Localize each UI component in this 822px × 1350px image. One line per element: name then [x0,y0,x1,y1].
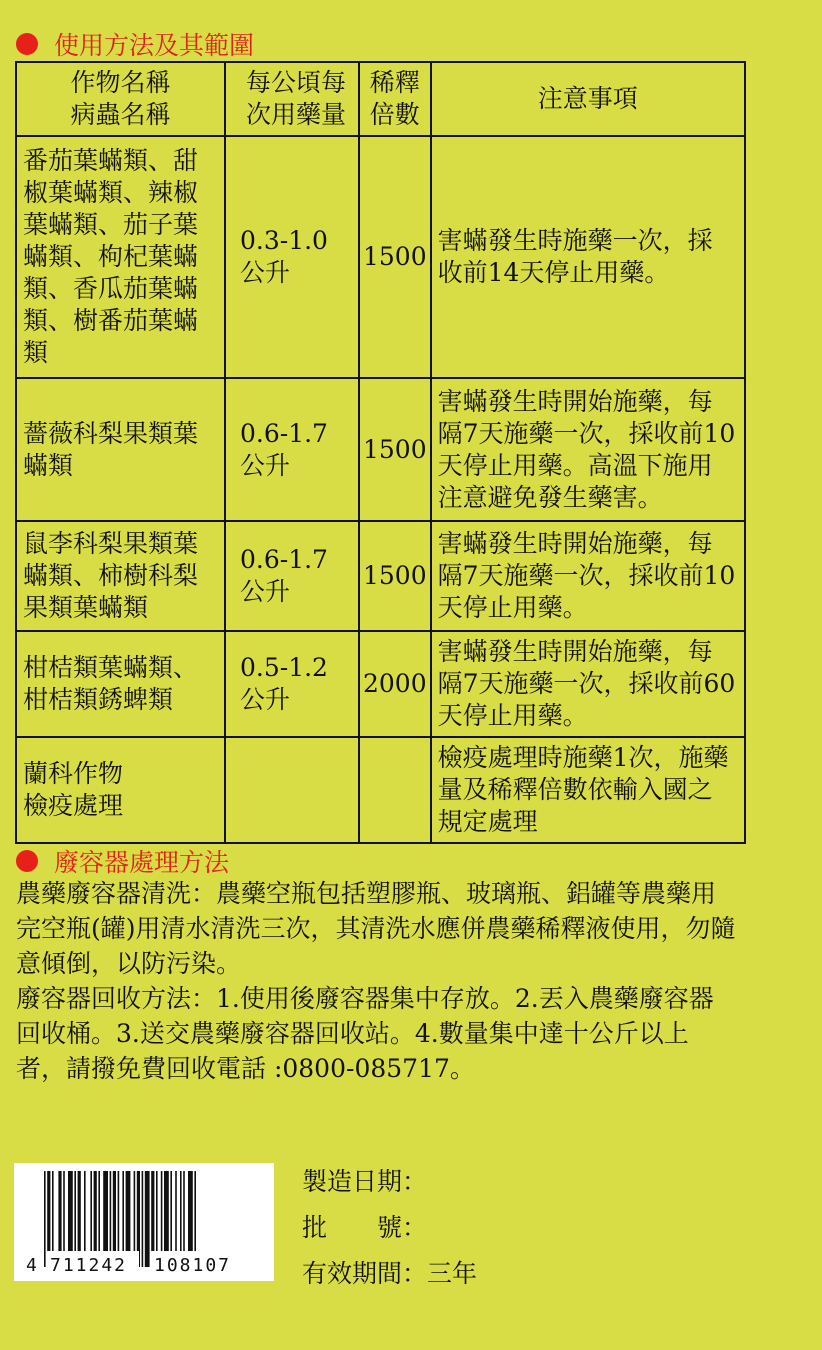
barcode-bar [44,1171,46,1267]
header-notes: 注意事項 [431,62,745,136]
table-row [16,631,745,737]
barcode-digits-left: 711242 [50,1255,128,1276]
table-header-row [16,62,745,136]
dilution-cell [359,737,431,843]
red-dot-icon [16,850,38,872]
usage-section-title [16,26,254,62]
notes-cell: 檢疫處理時施藥1次，施藥 量及稀釋倍數依輸入國之 規定處理 [431,737,745,843]
header-crop: 作物名稱 病蟲名稱 [16,62,225,136]
usage-title-text: 使用方法及其範圍 [54,31,255,60]
usage-table [15,61,746,844]
dilution-cell: 1500 [359,378,431,521]
table-row [16,521,745,631]
barcode-image [14,1163,274,1281]
barcode-bar [145,1171,150,1267]
crop-cell: 鼠李科梨果類葉 蟎類、柿樹科梨 果類葉蟎類 [16,521,225,631]
notes-cell: 害蟎發生時開始施藥，每 隔7天施藥一次，採收前60 天停止用藥。 [431,631,745,737]
header-dosage: 每公頃每 次用藥量 [225,62,359,136]
crop-cell: 蘭科作物 檢疫處理 [16,737,225,843]
dilution-cell: 2000 [359,631,431,737]
dosage-cell: 0.5-1.2 公升 [225,631,359,737]
disposal-title-text: 廢容器處理方法 [54,848,230,877]
dosage-cell [225,737,359,843]
red-dot-icon [16,33,38,55]
crop-cell: 番茄葉蟎類、甜 椒葉蟎類、辣椒 葉蟎類、茄子葉 蟎類、枸杞葉蟎 類、香瓜茄葉蟎 類、樹番茄葉蟎 類 [16,136,225,378]
notes-cell: 害蟎發生時開始施藥，每 隔7天施藥一次，採收前10 天停止用藥。高溫下施用 注意避免發生藥害。 [431,378,745,521]
manufacture-date-label: 製造日期： [302,1167,428,1196]
crop-cell: 薔薇科梨果類葉 蟎類 [16,378,225,521]
dilution-cell: 1500 [359,136,431,378]
disposal-recycling-paragraph: 廢容器回收方法：1.使用後廢容器集中存放。2.丟入農藥廢容器回收桶。3.送交農藥廢容器回收站。4.數量集中達十公斤以上者，請撥免費回收電話 :0800-085717。 [16,984,714,1083]
dosage-cell: 0.6-1.7 公升 [225,378,359,521]
table-row [16,737,745,843]
validity-label: 有效期間： [302,1259,428,1288]
barcode-digit-first: 4 [26,1255,37,1276]
barcode-digits-right: 108107 [154,1255,232,1276]
barcode-bar [142,1171,144,1267]
validity-value: 三年 [427,1259,478,1288]
batch-number-label: 批 號： [302,1213,428,1242]
disposal-cleaning-paragraph: 農藥廢容器清洗：農藥空瓶包括塑膠瓶、玻璃瓶、鋁罐等農藥用完空瓶(罐)用清水清洗三次，其清洗水應併農藥稀釋液使用，勿隨意傾倒，以防污染。 [16,879,736,978]
disposal-section-title [16,843,229,879]
table-row [16,378,745,521]
notes-cell: 害蟎發生時開始施藥，每 隔7天施藥一次，採收前10 天停止用藥。 [431,521,745,631]
dosage-cell: 0.3-1.0 公升 [225,136,359,378]
header-dilution: 稀釋 倍數 [359,62,431,136]
validity-period [302,1254,477,1290]
crop-cell: 柑桔類葉蟎類、 柑桔類銹蜱類 [16,631,225,737]
notes-cell: 害蟎發生時施藥一次，採 收前14天停止用藥。 [431,136,745,378]
barcode [14,1163,274,1281]
dilution-cell: 1500 [359,521,431,631]
table-row [16,136,745,378]
dosage-cell: 0.6-1.7 公升 [225,521,359,631]
disposal-text [16,876,736,1086]
